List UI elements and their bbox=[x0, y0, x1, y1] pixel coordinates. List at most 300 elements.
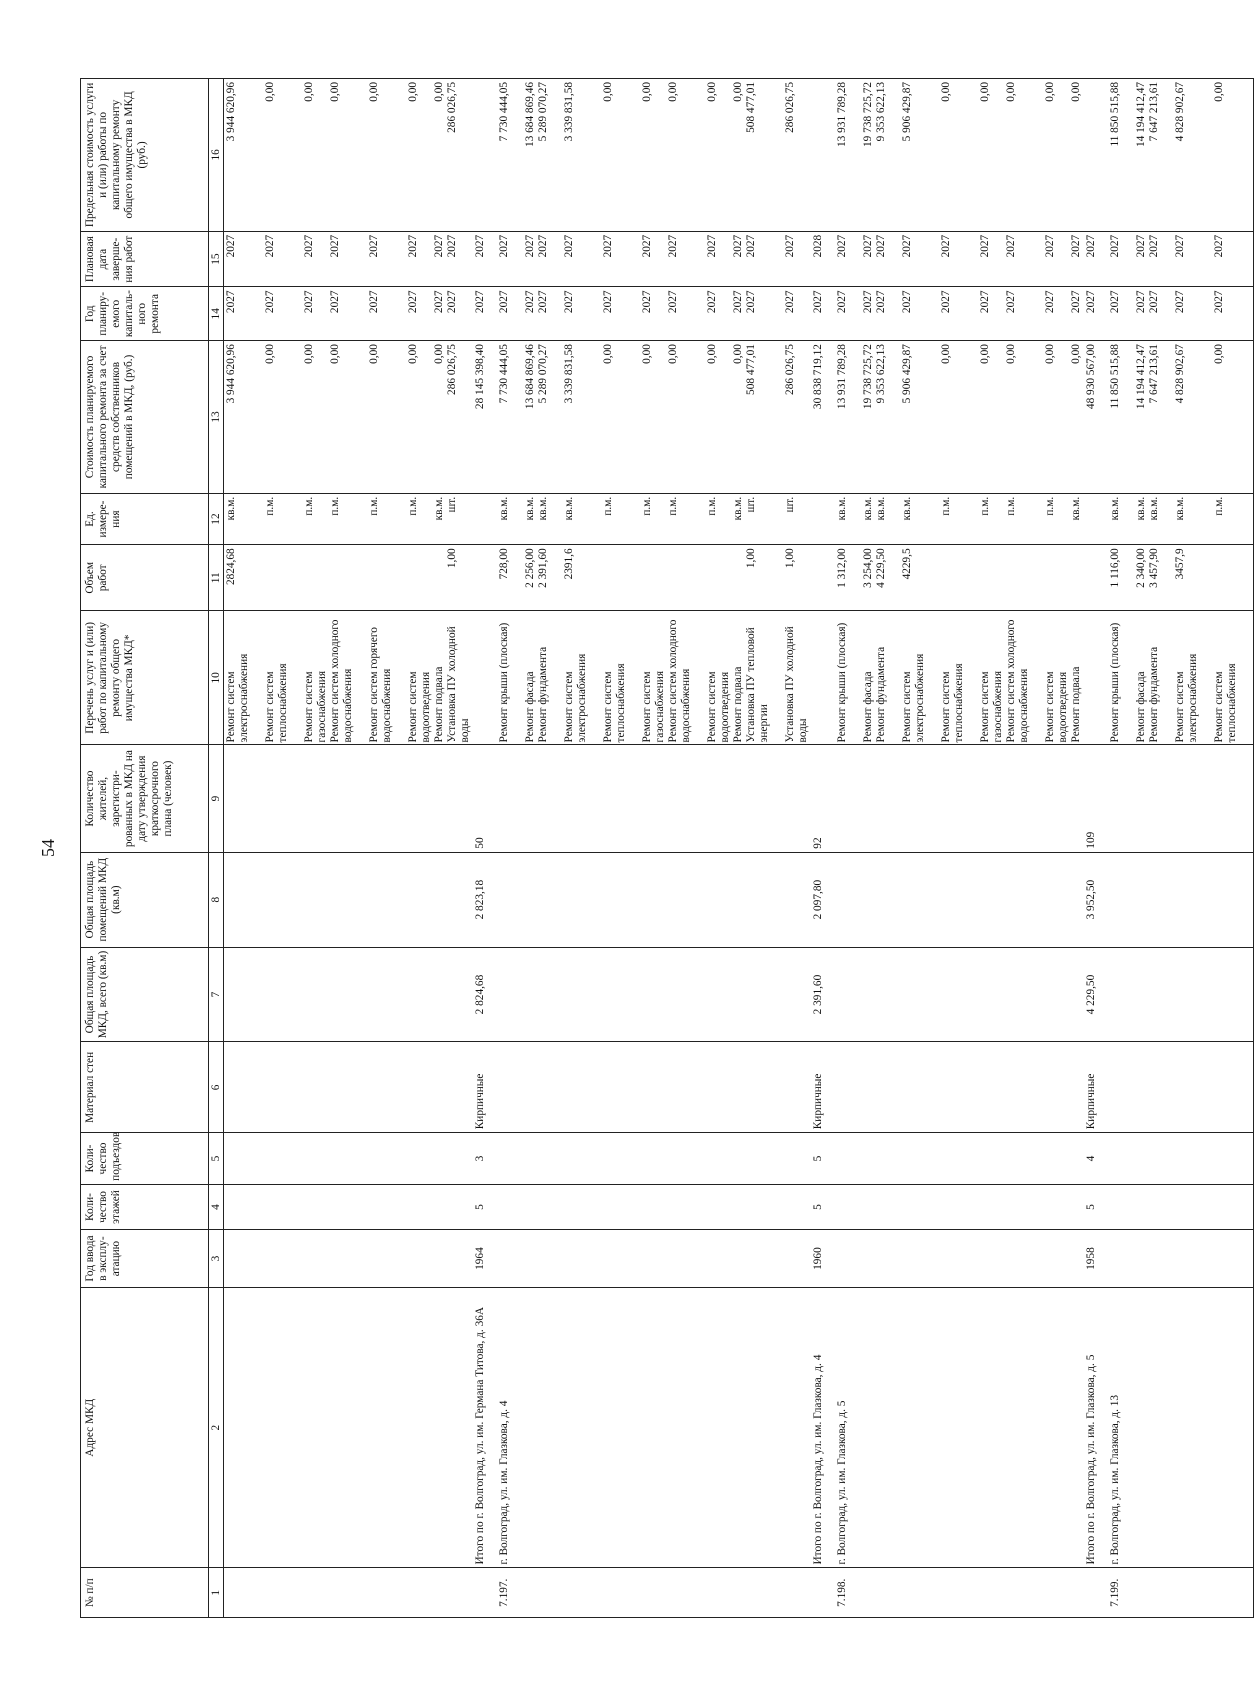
work-name: Ремонт систем электроснабжения bbox=[225, 653, 250, 743]
entrances-count: 3 bbox=[474, 1155, 486, 1162]
work-end-year: 2027 bbox=[433, 234, 445, 258]
work-volume bbox=[979, 548, 1005, 607]
work-end-year: 2027 bbox=[264, 234, 276, 258]
material-cell bbox=[1108, 1042, 1254, 1133]
work-name: Ремонт подвала bbox=[1070, 666, 1082, 743]
work-unit: кв.м. bbox=[498, 496, 510, 521]
repair-year-cell bbox=[224, 287, 474, 341]
col-number: 15 bbox=[209, 231, 224, 287]
work-end-year: 2027 bbox=[368, 234, 380, 258]
header-row bbox=[81, 79, 209, 1618]
work-year: 2027 bbox=[1135, 290, 1147, 314]
col-number: 2 bbox=[209, 1287, 224, 1568]
work-year: 2027 bbox=[706, 290, 718, 314]
work-limit-cost: 3 944 620,96 bbox=[225, 82, 237, 142]
repair-year-cell bbox=[473, 287, 497, 341]
work-cost: 0,00 bbox=[264, 344, 276, 364]
work-limit-cost: 14 194 412,47 bbox=[1135, 82, 1147, 147]
work-name: Ремонт систем газоснабжения bbox=[979, 670, 1004, 743]
col-number: 6 bbox=[209, 1042, 224, 1133]
area-total-cell bbox=[835, 947, 1084, 1042]
work-year: 2027 bbox=[407, 290, 419, 314]
floors-cell bbox=[1108, 1184, 1254, 1229]
work-limit-cost: 13 931 789,28 bbox=[836, 82, 848, 147]
repair-year-cell bbox=[1108, 287, 1254, 341]
work-limit-cost: 0,00 bbox=[1070, 82, 1082, 102]
work-volume: 2 256,00 bbox=[524, 548, 536, 588]
work-volume: 4229,5 bbox=[901, 548, 913, 580]
work-name: Ремонт систем электроснабжения bbox=[901, 653, 926, 743]
work-cost: 0,00 bbox=[303, 344, 315, 364]
material-cell bbox=[1084, 1042, 1108, 1133]
work-cost: 13 931 789,28 bbox=[836, 344, 848, 410]
work-year: 2027 bbox=[901, 290, 913, 314]
end-date-cell bbox=[811, 231, 835, 287]
work-end-year: 2027 bbox=[862, 234, 874, 258]
row-number bbox=[497, 1568, 811, 1618]
area-rooms-cell bbox=[497, 852, 811, 947]
residents-count: 109 bbox=[1085, 831, 1097, 849]
work-cost: 0,00 bbox=[407, 344, 419, 364]
work-volume: 3457,9 bbox=[1174, 548, 1186, 580]
work-limit-cost: 0,00 bbox=[303, 82, 315, 102]
total-label: Итого по г. Волгоград, ул. им. Глазкова, д. 5 bbox=[1085, 1354, 1097, 1565]
work-end-year: 2027 bbox=[667, 234, 679, 258]
area-total-cell bbox=[497, 947, 811, 1042]
work-name: Ремонт фасада bbox=[1135, 671, 1147, 743]
build-year: 1964 bbox=[474, 1247, 486, 1270]
work-name: Ремонт подвала bbox=[732, 666, 744, 743]
work-year: 2027 bbox=[862, 290, 874, 314]
work-end-year: 2027 bbox=[745, 234, 757, 258]
col-number: 7 bbox=[209, 947, 224, 1042]
work-limit-cost: 0,00 bbox=[407, 82, 419, 102]
area-total: 4 229,50 bbox=[1085, 974, 1097, 1015]
work-list-row bbox=[224, 79, 474, 1618]
work-end-year: 2027 bbox=[329, 234, 341, 258]
repair-year-cell bbox=[1084, 287, 1108, 341]
work-year: 2027 bbox=[303, 290, 315, 314]
work-unit: п.м. bbox=[706, 496, 718, 516]
area-total: 2 824,68 bbox=[474, 974, 486, 1015]
floors-cell bbox=[497, 1184, 811, 1229]
work-end-year: 2027 bbox=[446, 234, 458, 258]
work-unit: кв.м. bbox=[875, 496, 887, 521]
floors-cell bbox=[811, 1184, 835, 1229]
col-header-area-rooms: Общая площадь помещений МКД (кв.м) bbox=[81, 852, 209, 947]
work-year: 2027 bbox=[875, 290, 887, 314]
work-cost: 0,00 bbox=[368, 344, 380, 364]
work-volume bbox=[1044, 548, 1070, 607]
material-cell bbox=[497, 1042, 811, 1133]
work-limit-cost: 0,00 bbox=[368, 82, 380, 102]
work-unit: кв.м. bbox=[1148, 496, 1160, 521]
floors-cell bbox=[835, 1184, 1084, 1229]
work-volume: 2 340,00 bbox=[1135, 548, 1147, 588]
work-name: Ремонт систем электроснабжения bbox=[563, 653, 588, 743]
entrances-cell bbox=[224, 1133, 474, 1185]
end-date-cell bbox=[1084, 231, 1108, 287]
work-unit: п.м. bbox=[1213, 496, 1225, 516]
work-year: 2027 bbox=[1005, 290, 1017, 314]
work-volume bbox=[329, 548, 368, 607]
works-cell bbox=[497, 611, 811, 745]
col-number: 13 bbox=[209, 341, 224, 494]
work-end-year: 2027 bbox=[836, 234, 848, 258]
work-volume bbox=[303, 548, 329, 607]
wall-material: Кирпичные bbox=[812, 1073, 824, 1130]
total-end-year: 2027 bbox=[1085, 234, 1097, 258]
works-cell bbox=[1108, 611, 1254, 745]
area-rooms-cell bbox=[1108, 852, 1254, 947]
work-unit: кв.м. bbox=[1135, 496, 1147, 521]
volume-cell bbox=[497, 545, 811, 611]
row-number-text: 7.198. bbox=[836, 1578, 848, 1607]
work-year: 2027 bbox=[537, 290, 549, 314]
work-unit: шт. bbox=[446, 496, 458, 513]
unit-cell bbox=[1084, 493, 1108, 545]
cost-cell bbox=[811, 341, 835, 494]
limit-cell bbox=[811, 79, 835, 232]
work-year: 2027 bbox=[524, 290, 536, 314]
col-header-works: Перечень услуг и (или) работ по капитальному ремонту общего имущества МКД* bbox=[81, 611, 209, 745]
col-header-address: Адрес МКД bbox=[81, 1287, 209, 1568]
work-name: Ремонт фундамента bbox=[875, 646, 887, 743]
total-row bbox=[473, 79, 497, 1618]
work-year: 2027 bbox=[1070, 290, 1082, 314]
work-limit-cost: 0,00 bbox=[433, 82, 445, 102]
work-end-year: 2027 bbox=[225, 234, 237, 258]
total-label-cell bbox=[1084, 1287, 1108, 1568]
address-cell bbox=[835, 1287, 1084, 1568]
col-number: 10 bbox=[209, 611, 224, 745]
unit-cell bbox=[835, 493, 1084, 545]
area-total-cell bbox=[811, 947, 835, 1042]
work-end-year: 2027 bbox=[732, 234, 744, 258]
work-end-year: 2027 bbox=[641, 234, 653, 258]
work-unit: п.м. bbox=[1005, 496, 1017, 516]
row-number bbox=[224, 1568, 474, 1618]
work-cost: 14 194 412,47 bbox=[1135, 344, 1147, 410]
limit-cell bbox=[497, 79, 811, 232]
work-name: Ремонт систем горячего водоснабжения bbox=[368, 627, 393, 743]
col-header-cost: Стоимость планируемого капитального ремонта за счет средств собственников помещений в МКД, (руб.) bbox=[81, 341, 209, 494]
work-cost: 13 684 869,46 bbox=[524, 344, 536, 410]
work-cost: 0,00 bbox=[1005, 344, 1017, 364]
work-unit: кв.м. bbox=[524, 496, 536, 521]
residents-cell bbox=[1108, 745, 1254, 852]
total-cost: 28 145 398,40 bbox=[474, 344, 486, 410]
floors-cell bbox=[1084, 1184, 1108, 1229]
cost-cell bbox=[1108, 341, 1254, 494]
work-limit-cost: 0,00 bbox=[667, 82, 679, 102]
work-limit-cost: 13 684 869,46 bbox=[524, 82, 536, 147]
wall-material: Кирпичные bbox=[474, 1073, 486, 1130]
entrances-cell bbox=[1084, 1133, 1108, 1185]
work-unit: кв.м. bbox=[862, 496, 874, 521]
end-date-cell bbox=[473, 231, 497, 287]
work-end-year: 2027 bbox=[407, 234, 419, 258]
work-limit-cost: 0,00 bbox=[732, 82, 744, 102]
work-volume: 1,00 bbox=[784, 548, 796, 569]
total-year: 2027 bbox=[1085, 290, 1097, 314]
work-name: Ремонт систем газоснабжения bbox=[641, 670, 666, 743]
work-limit-cost: 9 353 622,13 bbox=[875, 82, 887, 142]
work-name: Ремонт систем холодного водоснабжения bbox=[667, 619, 692, 743]
work-limit-cost: 3 339 831,58 bbox=[563, 82, 575, 142]
area-rooms: 2 823,18 bbox=[474, 879, 486, 920]
row-number-text: 7.197. bbox=[498, 1578, 510, 1607]
entrances-count: 5 bbox=[812, 1155, 824, 1162]
cost-cell bbox=[224, 341, 474, 494]
area-rooms-cell bbox=[1084, 852, 1108, 947]
work-unit: п.м. bbox=[407, 496, 419, 516]
work-unit: кв.м. bbox=[1174, 496, 1186, 521]
work-unit: кв.м. bbox=[732, 496, 744, 521]
work-year: 2027 bbox=[563, 290, 575, 314]
page-number: 54 bbox=[38, 839, 58, 857]
work-limit-cost: 0,00 bbox=[1005, 82, 1017, 102]
row-number-text: 7.199. bbox=[1109, 1578, 1121, 1607]
limit-cell bbox=[1108, 79, 1254, 232]
limit-cell bbox=[473, 79, 497, 232]
address-text: г. Волгоград, ул. им. Глазкова, д. 13 bbox=[1109, 1394, 1121, 1565]
work-volume: 2 391,60 bbox=[537, 548, 549, 588]
work-volume bbox=[732, 548, 745, 607]
works-cell bbox=[473, 611, 497, 745]
work-cost: 0,00 bbox=[1213, 344, 1225, 364]
work-end-year: 2027 bbox=[524, 234, 536, 258]
total-label: Итого по г. Волгоград, ул. им. Глазкова, д. 4 bbox=[812, 1354, 824, 1565]
work-volume: 2391,6 bbox=[563, 548, 575, 580]
work-name: Ремонт фасада bbox=[524, 671, 536, 743]
work-name: Ремонт подвала bbox=[433, 666, 445, 743]
work-limit-cost: 508 477,01 bbox=[745, 82, 757, 133]
year-cell bbox=[497, 1230, 811, 1288]
work-cost: 0,00 bbox=[979, 344, 991, 364]
total-label: Итого по г. Волгоград, ул. им. Германа Титова, д. 36А bbox=[474, 1306, 486, 1565]
work-limit-cost: 0,00 bbox=[1044, 82, 1056, 102]
works-cell bbox=[224, 611, 474, 745]
work-name: Ремонт крыши (плоская) bbox=[498, 622, 510, 743]
work-volume bbox=[667, 548, 706, 607]
work-name: Ремонт крыши (плоская) bbox=[836, 622, 848, 743]
work-name: Ремонт систем теплоснабжения bbox=[264, 663, 289, 743]
end-date-cell bbox=[1108, 231, 1254, 287]
entrances-count: 4 bbox=[1085, 1155, 1097, 1162]
work-year: 2027 bbox=[784, 290, 796, 314]
work-year: 2027 bbox=[264, 290, 276, 314]
work-cost: 0,00 bbox=[602, 344, 614, 364]
total-cost: 48 930 567,00 bbox=[1085, 344, 1097, 410]
year-cell bbox=[835, 1230, 1084, 1288]
work-cost: 19 738 725,72 bbox=[862, 344, 874, 410]
work-unit: шт. bbox=[784, 496, 796, 513]
work-limit-cost: 7 730 444,05 bbox=[498, 82, 510, 142]
work-end-year: 2027 bbox=[1070, 234, 1082, 258]
col-header-area-total: Общая площадь МКД, всего (кв.м) bbox=[81, 947, 209, 1042]
address-cell bbox=[1108, 1287, 1254, 1568]
area-total-cell bbox=[1108, 947, 1254, 1042]
col-header-no: № п/п bbox=[81, 1568, 209, 1618]
total-year: 2027 bbox=[812, 290, 824, 314]
area-total-cell bbox=[224, 947, 474, 1042]
work-limit-cost: 286 026,75 bbox=[446, 82, 458, 133]
work-cost: 0,00 bbox=[1044, 344, 1056, 364]
total-end-year: 2028 bbox=[812, 234, 824, 258]
work-limit-cost: 7 647 213,61 bbox=[1148, 82, 1160, 142]
work-cost: 3 944 620,96 bbox=[225, 344, 237, 404]
volume-cell bbox=[835, 545, 1084, 611]
address-cell bbox=[224, 1287, 474, 1568]
work-year: 2027 bbox=[1109, 290, 1121, 314]
volume-cell bbox=[1084, 545, 1108, 611]
work-unit: п.м. bbox=[667, 496, 679, 516]
area-rooms-cell bbox=[224, 852, 474, 947]
limit-cell bbox=[224, 79, 474, 232]
work-year: 2027 bbox=[1213, 290, 1225, 314]
work-cost: 0,00 bbox=[641, 344, 653, 364]
address-text: г. Волгоград, ул. им. Глазкова, д. 4 bbox=[498, 1400, 510, 1565]
work-limit-cost: 0,00 bbox=[1213, 82, 1225, 102]
work-end-year: 2027 bbox=[784, 234, 796, 258]
work-list-row bbox=[497, 79, 811, 1618]
material-cell bbox=[473, 1042, 497, 1133]
work-end-year: 2027 bbox=[1135, 234, 1147, 258]
total-end-year: 2027 bbox=[474, 234, 486, 258]
work-end-year: 2027 bbox=[1174, 234, 1186, 258]
unit-cell bbox=[224, 493, 474, 545]
row-number bbox=[811, 1568, 835, 1618]
work-name: Ремонт фундамента bbox=[537, 646, 549, 743]
col-header-material: Материал стен bbox=[81, 1042, 209, 1133]
floors-count: 5 bbox=[812, 1204, 824, 1210]
work-year: 2027 bbox=[1174, 290, 1186, 314]
work-cost: 5 289 070,27 bbox=[537, 344, 549, 404]
work-volume bbox=[433, 548, 446, 607]
work-unit: кв.м. bbox=[836, 496, 848, 521]
build-year: 1960 bbox=[812, 1247, 824, 1270]
area-rooms-cell bbox=[811, 852, 835, 947]
total-label-cell bbox=[473, 1287, 497, 1568]
work-limit-cost: 11 850 515,88 bbox=[1109, 82, 1121, 147]
work-volume bbox=[1005, 548, 1044, 607]
entrances-cell bbox=[473, 1133, 497, 1185]
work-name: Ремонт систем теплоснабжения bbox=[940, 663, 965, 743]
work-name: Ремонт систем водоотведения bbox=[1044, 671, 1069, 743]
material-cell bbox=[835, 1042, 1084, 1133]
work-cost: 0,00 bbox=[940, 344, 952, 364]
work-unit: кв.м. bbox=[901, 496, 913, 521]
unit-cell bbox=[497, 493, 811, 545]
floors-count: 5 bbox=[1085, 1204, 1097, 1210]
area-rooms: 3 952,50 bbox=[1085, 879, 1097, 920]
cost-cell bbox=[497, 341, 811, 494]
work-year: 2027 bbox=[732, 290, 744, 314]
work-year: 2027 bbox=[940, 290, 952, 314]
unit-cell bbox=[811, 493, 835, 545]
work-unit: кв.м. bbox=[225, 496, 237, 521]
work-unit: п.м. bbox=[368, 496, 380, 516]
col-number: 14 bbox=[209, 287, 224, 341]
work-end-year: 2027 bbox=[940, 234, 952, 258]
document-page bbox=[32, 48, 1238, 1648]
work-year: 2027 bbox=[667, 290, 679, 314]
work-end-year: 2027 bbox=[1109, 234, 1121, 258]
material-cell bbox=[224, 1042, 474, 1133]
floors-cell bbox=[473, 1184, 497, 1229]
material-cell bbox=[811, 1042, 835, 1133]
work-limit-cost: 0,00 bbox=[706, 82, 718, 102]
year-cell bbox=[1108, 1230, 1254, 1288]
work-unit: п.м. bbox=[303, 496, 315, 516]
work-year: 2027 bbox=[1044, 290, 1056, 314]
repair-year-cell bbox=[811, 287, 835, 341]
total-year: 2027 bbox=[474, 290, 486, 314]
work-cost: 286 026,75 bbox=[784, 344, 796, 395]
work-unit: п.м. bbox=[329, 496, 341, 516]
total-row bbox=[1084, 79, 1108, 1618]
work-unit: п.м. bbox=[979, 496, 991, 516]
work-name: Ремонт систем электроснабжения bbox=[1174, 653, 1199, 743]
entrances-cell bbox=[1108, 1133, 1254, 1185]
work-name: Ремонт фасада bbox=[862, 671, 874, 743]
col-number: 3 bbox=[209, 1230, 224, 1288]
col-number: 8 bbox=[209, 852, 224, 947]
volume-cell bbox=[224, 545, 474, 611]
work-unit: п.м. bbox=[641, 496, 653, 516]
work-name: Ремонт систем теплоснабжения bbox=[602, 663, 627, 743]
unit-cell bbox=[1108, 493, 1254, 545]
residents-cell bbox=[835, 745, 1084, 852]
row-number bbox=[835, 1568, 1084, 1618]
work-unit: шт. bbox=[745, 496, 757, 513]
work-year: 2027 bbox=[368, 290, 380, 314]
work-limit-cost: 0,00 bbox=[979, 82, 991, 102]
capital-repair-table bbox=[80, 78, 1254, 1618]
work-name: Ремонт систем газоснабжения bbox=[303, 670, 328, 743]
work-cost: 286 026,75 bbox=[446, 344, 458, 395]
address-text: г. Волгоград, ул. им. Глазкова, д. 5 bbox=[836, 1400, 848, 1565]
row-number bbox=[1108, 1568, 1254, 1618]
address-cell bbox=[497, 1287, 811, 1568]
work-unit: п.м. bbox=[602, 496, 614, 516]
volume-cell bbox=[473, 545, 497, 611]
col-header-year: Год ввода в эксплу-атацию bbox=[81, 1230, 209, 1288]
work-volume: 3 457,90 bbox=[1148, 548, 1160, 588]
work-end-year: 2027 bbox=[1044, 234, 1056, 258]
work-cost: 4 828 902,67 bbox=[1174, 344, 1186, 404]
work-cost: 508 477,01 bbox=[745, 344, 757, 395]
work-year: 2027 bbox=[498, 290, 510, 314]
work-volume bbox=[940, 548, 979, 607]
area-rooms: 2 097,80 bbox=[812, 879, 824, 920]
works-cell bbox=[1084, 611, 1108, 745]
area-rooms-cell bbox=[473, 852, 497, 947]
work-cost: 5 906 429,87 bbox=[901, 344, 913, 404]
work-unit: п.м. bbox=[940, 496, 952, 516]
work-name: Ремонт систем теплоснабжения bbox=[1213, 663, 1238, 743]
work-year: 2027 bbox=[446, 290, 458, 314]
col-header-limit-cost: Предельная стоимость услуги и (или) работы по капитальному ремонту общего имущества в МКД (руб.) bbox=[81, 79, 209, 232]
work-end-year: 2027 bbox=[706, 234, 718, 258]
total-cost: 30 838 719,12 bbox=[812, 344, 824, 410]
work-limit-cost: 5 289 070,27 bbox=[537, 82, 549, 142]
work-year: 2027 bbox=[1148, 290, 1160, 314]
work-end-year: 2027 bbox=[901, 234, 913, 258]
build-year: 1958 bbox=[1085, 1247, 1097, 1270]
wall-material: Кирпичные bbox=[1085, 1073, 1097, 1130]
